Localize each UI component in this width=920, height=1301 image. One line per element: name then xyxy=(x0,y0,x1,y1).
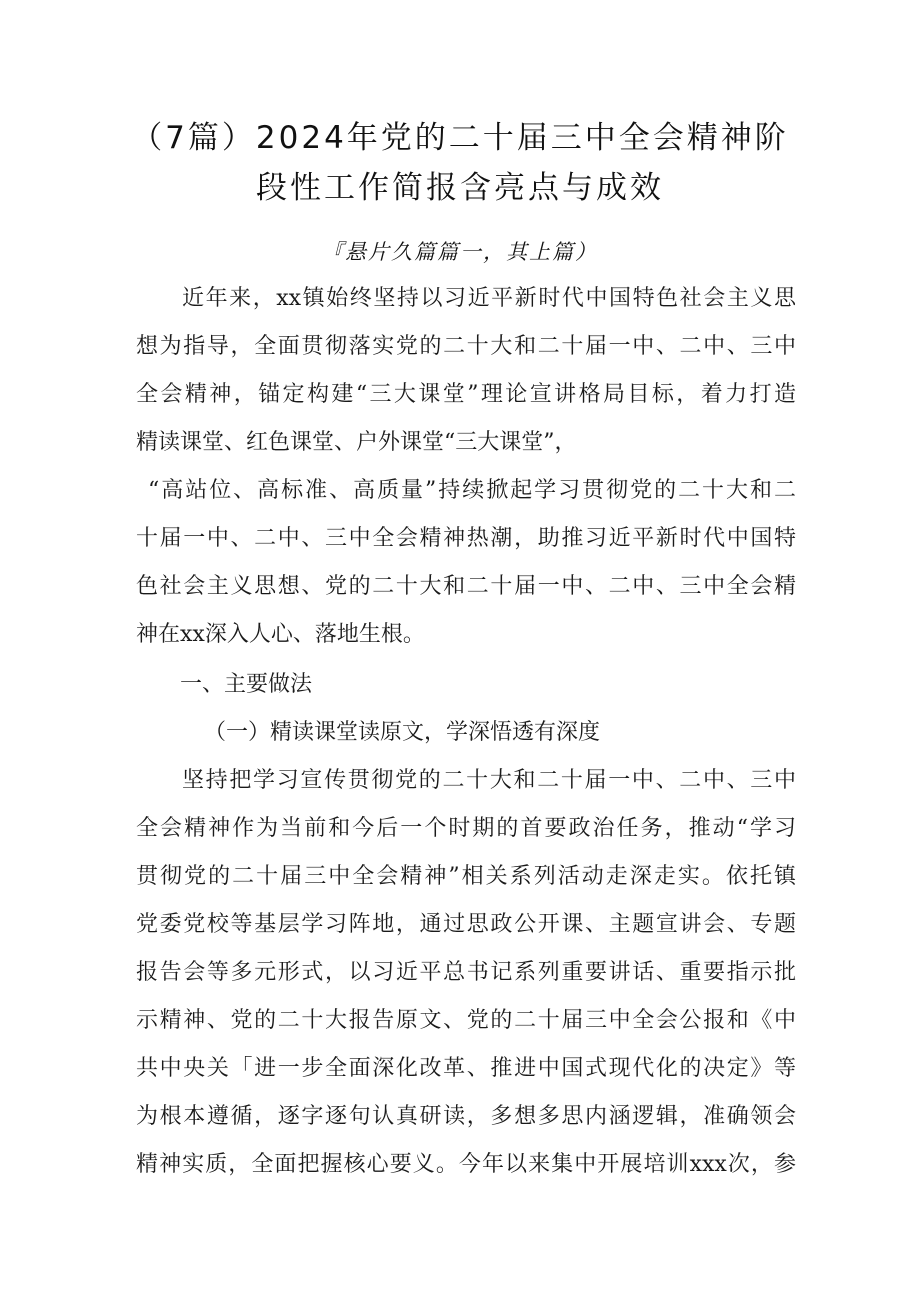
intro-line: 想为指导，全面贯彻落实党的二十大和二十届一中、二中、三中 xyxy=(136,334,796,359)
intro-line: “高站位、高标准、高质量”持续掀起学习贯彻党的二十大和二 xyxy=(148,478,796,503)
body-line: 报告会等多元形式，以习近平总书记系列重要讲话、重要指示批 xyxy=(136,960,796,985)
section-heading: 一、主要做法 xyxy=(180,672,313,697)
body-line: 贯彻党的二十届三中全会精神”相关系列活动走深走实。依托镇 xyxy=(136,864,796,889)
subsection-heading: （一）精读课堂读原文，学深悟透有深度 xyxy=(204,720,601,745)
document-subtitle: 『悬片久篇篇一，其上篇） xyxy=(322,240,598,264)
intro-line: 近年来，xx镇始终坚持以习近平新时代中国特色社会主义思 xyxy=(182,286,796,311)
intro-line: 全会精神，锚定构建“三大课堂”理论宣讲格局目标，着力打造 xyxy=(136,382,796,407)
body-line: 共中央关「进一步全面深化改革、推进中国式现代化的决定》等 xyxy=(136,1056,796,1081)
body-line: 坚持把学习宣传贯彻党的二十大和二十届一中、二中、三中 xyxy=(182,768,796,793)
document-title-line-2: 段性工作简报含亮点与成效 xyxy=(256,170,664,206)
body-line: 全会精神作为当前和今后一个时期的首要政治任务，推动“学习 xyxy=(136,816,796,841)
intro-line: 色社会主义思想、党的二十大和二十届一中、二中、三中全会精 xyxy=(136,574,796,599)
body-line: 党委党校等基层学习阵地，通过思政公开课、主题宣讲会、专题 xyxy=(136,912,796,937)
intro-line: 神在xx深入人心、落地生根。 xyxy=(136,622,425,647)
intro-line: 十届一中、二中、三中全会精神热潮，助推习近平新时代中国特 xyxy=(136,526,796,551)
intro-line: 精读课堂、红色课堂、户外课堂“三大课堂”， xyxy=(136,430,577,455)
body-line: 示精神、党的二十大报告原文、党的二十届三中全会公报和《中 xyxy=(136,1008,796,1033)
body-line: 为根本遵循，逐字逐句认真研读，多想多思内涵逻辑，准确领会 xyxy=(136,1104,796,1129)
body-line: 精神实质，全面把握核心要义。今年以来集中开展培训xxx次，参 xyxy=(136,1152,796,1177)
document-title-line-1: （7篇）2024年党的二十届三中全会精神阶 xyxy=(131,120,789,156)
